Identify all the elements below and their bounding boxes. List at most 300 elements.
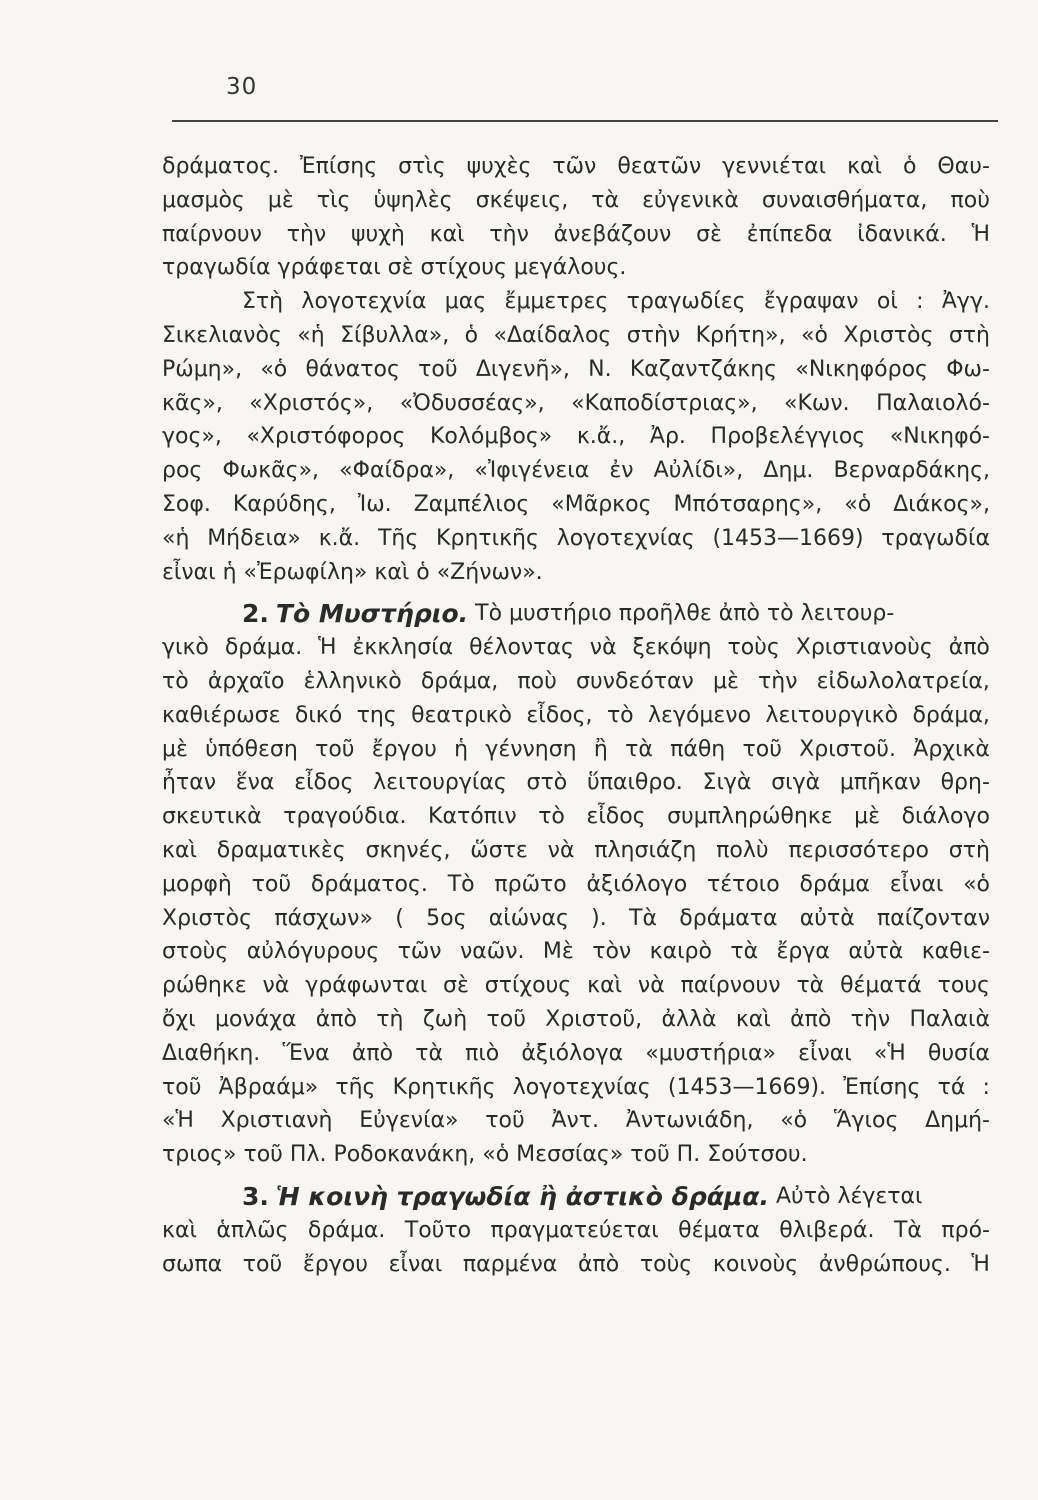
word: ἀρχαῖο (207, 668, 285, 694)
word: θρη- (940, 770, 990, 796)
word: συνδεόταν (576, 668, 694, 694)
word: τοῦ (485, 1108, 525, 1134)
word: θλιβερά. (779, 1217, 875, 1243)
word: ). (591, 905, 607, 931)
word: Ἀρχικὰ (913, 736, 990, 762)
word: ποὺ (950, 187, 990, 213)
word: ἁπλῶς (216, 1217, 289, 1243)
word: καθιέρωσε (162, 702, 281, 728)
word: ἰδανικά. (857, 221, 947, 247)
word: Χριστιανὴ (220, 1108, 333, 1134)
word: πάσχων» (274, 905, 373, 931)
text-line (162, 522, 990, 556)
word: Σικελιανὸς (162, 322, 282, 348)
word: τῶν (397, 939, 442, 965)
word: εἶδος (586, 804, 646, 830)
word: δράματος. (162, 154, 280, 179)
word: Σίβυλλα», (340, 322, 450, 348)
word: ψυχὴ (350, 221, 405, 247)
word: θέματά (840, 973, 922, 999)
word: μονάχα (214, 1006, 297, 1032)
word: στὶς (398, 154, 446, 179)
word: διάλογο (901, 804, 990, 830)
word: Στὴ (242, 289, 284, 315)
word: Ἅγιος (833, 1108, 899, 1134)
word: Κρητικῆς (436, 525, 539, 551)
word: τοῦ (242, 1251, 283, 1277)
word: ψυχὲς (466, 154, 532, 179)
word: λειτουργίας (373, 770, 507, 796)
word: Θαυ- (937, 154, 990, 179)
word: Μήδεια» (207, 525, 301, 551)
word: αὐτὰ (799, 905, 855, 931)
word: Διάκος», (893, 491, 990, 517)
word: παίρνουν (680, 973, 781, 999)
word: εἶδος (294, 770, 354, 796)
word: ἀνεβάζουν (553, 221, 672, 247)
word: τὰ (415, 1040, 443, 1066)
word: συναισθήματα, (761, 187, 928, 213)
word: Εὐγενία» (359, 1108, 459, 1134)
word: αἰώνας (488, 905, 569, 931)
word: πιὸ (465, 1040, 500, 1066)
text-line (162, 1071, 990, 1105)
word: Δημή- (925, 1108, 990, 1134)
word: Δημ. (763, 458, 814, 484)
word: μορφὴ (162, 871, 232, 897)
word: δράματα (679, 905, 778, 931)
word: σκέψεις, (475, 187, 569, 213)
word: «ὁ (844, 491, 872, 517)
word: δράμα. (224, 635, 303, 661)
word: τῶν (552, 154, 597, 179)
word: Φω- (946, 356, 990, 382)
text-line (162, 868, 990, 902)
word: ἔμμετρες (504, 289, 609, 315)
word: «ὁ (801, 322, 828, 348)
word: Ἀρ. (649, 424, 686, 450)
word: εὐγενικὰ (642, 187, 739, 213)
word: δράμα (799, 871, 870, 897)
word: εἶναι (798, 1040, 852, 1066)
word: ἔγραψαν (763, 289, 859, 315)
word: θάνατος (305, 356, 400, 382)
word: Ἡ (318, 635, 337, 661)
word: «Δαίδαλος (493, 322, 612, 348)
word: τὴν (489, 221, 529, 247)
word: δικό (294, 702, 343, 728)
word: πολὺ (716, 837, 769, 863)
word: σκευτικὰ (162, 804, 262, 830)
word: ὥστε (470, 837, 528, 863)
word: ἀπὸ (351, 1040, 394, 1066)
word: στὸ (526, 770, 568, 796)
section-title: Τὸ Μυστήριο. (275, 599, 469, 629)
line-text: εἶναι ἡ «Ἐρωφίλη» καὶ ὁ «Ζήνων». (162, 559, 543, 585)
word: τὰ (591, 187, 620, 213)
line-text: Τὸ μυστήριο προῆλθε ἀπὸ τὸ λειτουρ- (475, 601, 895, 627)
word: Μὲ (542, 939, 574, 965)
word: λογοτεχνία (301, 289, 427, 315)
word: καὶ (587, 973, 623, 999)
word: μπῆκαν (839, 770, 921, 796)
word: τὶς (316, 187, 351, 213)
word: ἀπὸ (790, 1006, 832, 1032)
text-line (162, 353, 990, 387)
word: Κρήτη», (695, 322, 786, 348)
word: «μυστήρια» (645, 1040, 776, 1066)
text-line (162, 1037, 990, 1071)
word: ὁ (902, 154, 917, 179)
word: ἔργα (776, 939, 830, 965)
word: λειτουργικὸ (765, 702, 899, 728)
word: δραματικὲς (216, 837, 346, 863)
word: καὶ (735, 1006, 771, 1032)
word: μὲ (712, 668, 739, 694)
word: τοὺς (727, 635, 780, 661)
word: μὲ (267, 187, 294, 213)
word: Κολόμβος» (429, 424, 553, 450)
word: τοῦ (742, 736, 782, 762)
word: σιγὰ (771, 770, 821, 796)
section-heading-line (162, 597, 990, 631)
word: : (916, 289, 924, 315)
word: τραγωδίες (626, 289, 746, 315)
text-line (162, 1214, 990, 1248)
page-number: 30 (226, 74, 258, 100)
word: ἀπὸ (948, 635, 990, 661)
word: τραγούδια. (283, 804, 407, 830)
word: παρμένα (462, 1251, 558, 1277)
word: Ἐπίσης (843, 1074, 921, 1100)
word: ἔργου (302, 1251, 368, 1277)
text-line (162, 834, 990, 868)
word: λεγόμενο (648, 702, 752, 728)
word: τά (937, 1074, 966, 1100)
word: πρῶτο (494, 871, 567, 897)
word: κοινοὺς (712, 1251, 799, 1277)
word: Κρητικῆς (392, 1074, 496, 1100)
word: Σοφ. (162, 491, 211, 517)
word: στὴ (948, 322, 990, 348)
word: ἦταν (162, 770, 216, 796)
word: ἑλληνικὸ (303, 668, 402, 694)
word: τῆς (335, 1074, 376, 1100)
word: νὰ (262, 973, 290, 999)
word: οἱ (876, 289, 898, 315)
line-text: τριος» τοῦ Πλ. Ροδοκανάκη, «ὁ Μεσσίας» τοῦ Π. Σούτσου. (162, 1142, 808, 1168)
section-number: 3. (242, 1181, 269, 1211)
word: ἀξιόλογο (586, 871, 688, 897)
word: Ἡ (971, 221, 990, 247)
word: συμπληρώθηκε (667, 804, 833, 830)
word: ὕπαιθρο. (586, 770, 683, 796)
word: ἢ (593, 736, 608, 762)
word: «ὁ (260, 356, 288, 382)
word: τὸ (162, 668, 189, 694)
text-line (162, 454, 990, 488)
line-text: τραγωδία γράφεται σὲ στίχους μεγάλους. (162, 255, 627, 281)
word: περισσότερο (788, 837, 929, 863)
word: γεννιέται (722, 154, 827, 179)
section-title: Ἡ κοινὴ τραγωδία ἢ ἀστικὸ δράμα. (275, 1181, 769, 1211)
word: τοὺς (639, 1251, 693, 1277)
text-line (162, 699, 990, 733)
word: «Χριστόφορος (246, 424, 406, 450)
text-line (162, 1003, 990, 1037)
word: Καρύδης, (232, 491, 336, 517)
text-line (162, 733, 990, 767)
word: ζωὴ (422, 1006, 468, 1032)
word: Διαθήκη. (162, 1040, 261, 1066)
word: τοῦ (486, 1006, 526, 1032)
word: ἀπὸ (315, 1006, 357, 1032)
text-line (162, 1104, 990, 1138)
word: καθιε- (921, 939, 990, 965)
word: Ζαμπέλιος (413, 491, 530, 517)
word: ὑψηλὲς (373, 187, 453, 213)
body-text (162, 150, 990, 1281)
text-line (162, 766, 990, 800)
word: Ἡ (971, 1251, 990, 1277)
word: μὲ (162, 736, 188, 762)
word: στίχους (484, 973, 572, 999)
word: ἔργου (371, 736, 437, 762)
word: «Νικηφόρος (795, 356, 928, 382)
text-line (162, 665, 990, 699)
word: κ.ἄ. (318, 525, 361, 551)
text-line (162, 150, 990, 184)
word: Ἀγγ. (941, 289, 990, 315)
word: «Ὀδυσσέας», (399, 390, 545, 416)
word: γράφωνται (305, 973, 428, 999)
word: Ρώμη», (162, 356, 243, 382)
word: «Χριστός», (249, 390, 374, 416)
word: αὐτὰ (848, 939, 904, 965)
word: θέματα (678, 1217, 760, 1243)
word: ἕνα (235, 770, 275, 796)
word: Διγενῆ», (475, 356, 570, 382)
word: τὴν (850, 1006, 891, 1032)
word: ποὺ (517, 668, 557, 694)
text-line (162, 184, 990, 218)
word: Καζαντζάκης (629, 356, 778, 382)
text-line (162, 319, 990, 353)
word: θέλοντας (469, 635, 574, 661)
word: τὴν (758, 668, 798, 694)
word: «Καποδίστριας», (571, 390, 758, 416)
word: καὶ (847, 154, 883, 179)
word: παίζονταν (877, 905, 990, 931)
text-line (162, 935, 990, 969)
header-rule (172, 120, 998, 122)
word: λογοτεχνίας (556, 525, 695, 551)
word: κ.ἄ., (576, 424, 626, 450)
word: εἰδωλολατρεία, (816, 668, 990, 694)
text-line (162, 251, 990, 285)
word: Ἀβραάμ» (218, 1074, 319, 1100)
word: τους (937, 973, 990, 999)
word: τὸ (606, 702, 634, 728)
section-number: 2. (242, 599, 269, 629)
word: Χριστὸς (162, 905, 253, 931)
word: Χριστὸς (843, 322, 934, 348)
word: Τοῦτο (404, 1217, 472, 1243)
word: θεατῶν (617, 154, 702, 179)
word: ( (395, 905, 404, 931)
word: πλησιάζη (594, 837, 697, 863)
word: Ἐπίσης (300, 154, 378, 179)
word: «Νικηφό- (889, 424, 990, 450)
text-line (162, 387, 990, 421)
word: ναῶν. (460, 939, 525, 965)
text-line (162, 631, 990, 665)
word: θυσία (927, 1040, 990, 1066)
word: Προβελέγγιος (710, 424, 866, 450)
word: τὴ (376, 1006, 404, 1032)
word: θεατρικὸ (411, 702, 513, 728)
word: Ἀντωνιάδη, (625, 1108, 754, 1134)
word: Ἀντ. (551, 1108, 600, 1134)
word: ἀλλὰ (661, 1006, 717, 1032)
text-line (162, 1138, 990, 1172)
word: Φωκᾶς», (222, 458, 320, 484)
text-line (162, 1248, 990, 1282)
word: Κατόπιν (428, 804, 517, 830)
text-line (162, 285, 990, 319)
word: καιρὸ (649, 939, 712, 965)
word: γέννηση (485, 736, 577, 762)
word: Τῆς (377, 525, 419, 551)
word: ἐν (609, 458, 634, 484)
word: Τὰ (629, 905, 657, 931)
word: Ἕνα (282, 1040, 330, 1066)
word: ἀνθρώπους. (818, 1251, 951, 1277)
word: : (982, 1074, 990, 1100)
word: εἶδος, (526, 702, 593, 728)
section-heading-line (162, 1180, 990, 1214)
word: ξεκόψη (632, 635, 712, 661)
word: μὲ (854, 804, 881, 830)
word: δράμα. (307, 1217, 386, 1243)
word: «Μᾶρκος (551, 491, 652, 517)
word: Χριστοῦ. (799, 736, 897, 762)
word: δράμα, (420, 668, 499, 694)
word: τὸν (592, 939, 632, 965)
word: Μπότσαρης», (673, 491, 823, 517)
word: Τὰ (893, 1217, 922, 1243)
text-line (162, 902, 990, 936)
word: ἐπίπεδα (746, 221, 833, 247)
word: Βερναρδάκης, (833, 458, 990, 484)
word: τὴν (286, 221, 327, 247)
text-line (162, 218, 990, 252)
word: σὲ (696, 221, 722, 247)
word: Χριστοῦ, (545, 1006, 643, 1032)
word: εἶναι (388, 1251, 443, 1277)
word: πραγματεύεται (490, 1217, 659, 1243)
section-gap (162, 1172, 990, 1180)
word: σὲ (443, 973, 469, 999)
word: (1453—1669) (712, 525, 864, 551)
text-line (162, 556, 990, 590)
word: παίρνουν (162, 221, 262, 247)
word: τὰ (625, 736, 653, 762)
word: ὁ (464, 322, 479, 348)
word: «Κων. (784, 390, 850, 416)
word: τέτοιο (706, 871, 780, 897)
word: «ὁ (780, 1108, 808, 1134)
word: «Ἡ (162, 1108, 194, 1134)
word: τοῦ (315, 736, 355, 762)
word: νὰ (637, 973, 665, 999)
text-line (162, 969, 990, 1003)
word: νὰ (547, 837, 575, 863)
word: σκηνές, (365, 837, 451, 863)
word: στὴν (626, 322, 681, 348)
word: ἀξιόλογα (521, 1040, 624, 1066)
word: Χριστιανοὺς (795, 635, 933, 661)
word: πάθη (670, 736, 726, 762)
word: καὶ (162, 837, 197, 863)
word: (1453—1669). (667, 1074, 827, 1100)
word: Ν. (588, 356, 612, 382)
text-line (162, 420, 990, 454)
word: σωπα (162, 1251, 223, 1277)
word: τοῦ (418, 356, 458, 382)
word: της (356, 702, 397, 728)
word: τραγωδία (881, 525, 990, 551)
word: ὑπόθεση (205, 736, 298, 762)
line-text: Αὐτὸ λέγεται (775, 1183, 923, 1209)
word: πρό- (941, 1217, 990, 1243)
word: «ὁ (963, 871, 990, 897)
word: ὄχι (162, 1006, 196, 1032)
word: «ἡ (162, 525, 190, 551)
word: μασμὸς (162, 187, 245, 213)
word: Σιγὰ (702, 770, 752, 796)
word: Παλαιὰ (909, 1006, 990, 1032)
text-line (162, 800, 990, 834)
section-gap (162, 589, 990, 597)
word: «ἡ (297, 322, 325, 348)
word: δράμα, (912, 702, 990, 728)
word: τὸ (538, 804, 565, 830)
word: ἐκκλησία (352, 635, 454, 661)
word: λογοτεχνίας (512, 1074, 651, 1100)
word: τοῦ (162, 1074, 202, 1100)
word: στὴ (948, 837, 990, 863)
word: γος», (162, 424, 222, 450)
word: εἶναι (889, 871, 944, 897)
word: δράματος. (310, 871, 428, 897)
word: «Ἰφιγένεια (474, 458, 590, 484)
word: Αὐλίδι», (653, 458, 744, 484)
word: καὶ (429, 221, 465, 247)
word: νὰ (589, 635, 617, 661)
word: στοὺς (162, 939, 229, 965)
word: γικὸ (162, 635, 209, 661)
word: Παλαιολό- (876, 390, 990, 416)
word: «Ἡ (873, 1040, 906, 1066)
word: κᾶς», (162, 390, 223, 416)
word: καὶ (162, 1217, 197, 1243)
word: Τὸ (447, 871, 475, 897)
word: ρώθηκε (162, 973, 247, 999)
word: αὐλόγυρους (246, 939, 380, 965)
word: τοῦ (251, 871, 292, 897)
word: ἀπὸ (577, 1251, 620, 1277)
